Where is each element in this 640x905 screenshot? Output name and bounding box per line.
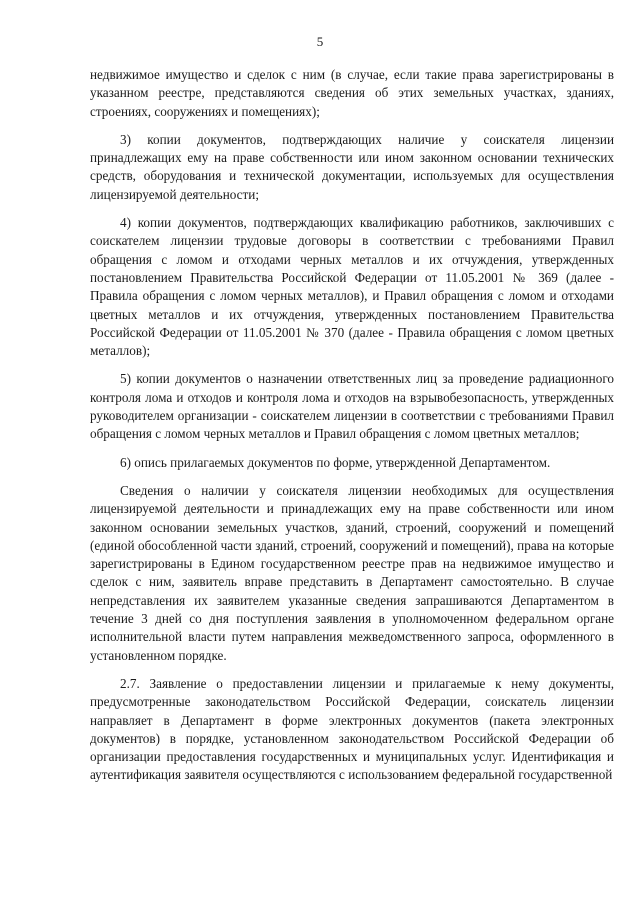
paragraph-information: Сведения о наличии у соискателя лицензии необходимых для осуществления лицензируемой деятельности и принадлежащих ему на праве собственности или ином законном основании земельных участков, зданий, строений, сооружений и помещений (единой обособленной части зданий, строений, сооружений и помещений), права на которые зарегистрированы в Едином государственном реестре прав на недвижимое имущество и сделок с ним, заявитель вправе представить в Департамент самостоятельно. В случае непредставления их заявителем указанные сведения запрашиваются Департаментом в течение 3 дней со дня поступления заявления в уполномоченном федеральном органе исполнительной власти путем направления межведомственного запроса, оформленного в установленном порядке.	[90, 482, 614, 663]
document-body	[90, 66, 614, 795]
paragraph-item-3: 3) копии документов, подтверждающих наличие у соискателя лицензии принадлежащих ему на праве собственности или ином законном основании технических средств, оборудования и технической документации, используемых для осуществления лицензируемой деятельности;	[90, 131, 614, 202]
paragraph-section-2-7: 2.7. Заявление о предоставлении лицензии и прилагаемые к нему документы, предусмотренные законодательством Российской Федерации, соискатель лицензии направляет в Департамент в форме электронных документов (пакета электронных документов) в порядке, установленном законодательством Российской Федерации об организации предоставления государственных и муниципальных услуг. Идентификация и аутентификация заявителя осуществляются с использованием федеральной государственной	[90, 675, 614, 783]
paragraph-item-4: 4) копии документов, подтверждающих квалификацию работников, заключивших с соискателем лицензии трудовые договоры в соответствии с требованиями Правил обращения с ломом и отходами черных металлов и их отчуждения, утвержденных постановлением Правительства Российской Федерации от 11.05.2001 № 369 (далее - Правила обращения с ломом черных металлов), и Правил обращения с ломом и отходами цветных металлов и их отчуждения, утвержденных постановлением Правительства Российской Федерации от 11.05.2001 № 370 (далее - Правила обращения с ломом цветных металлов);	[90, 215, 614, 359]
page-number: 5	[316, 34, 324, 49]
paragraph-item-5: 5) копии документов о назначении ответственных лиц за проведение радиационного контроля лома и отходов и контроля лома и отходов на взрывобезопасность, утвержденных руководителем организации - соискателем лицензии в соответствии с требованиями Правил обращения с ломом черных металлов и Правил обращения с ломом цветных металлов;	[90, 371, 614, 442]
paragraph-item-6: 6) опись прилагаемых документов по форме, утвержденной Департаментом.	[120, 454, 551, 470]
paragraph-continuation: недвижимое имущество и сделок с ним (в случае, если такие права зарегистрированы в указанном реестре, представляются сведения об этих земельных участках, зданиях, строениях, сооружениях и помещениях);	[90, 67, 614, 119]
